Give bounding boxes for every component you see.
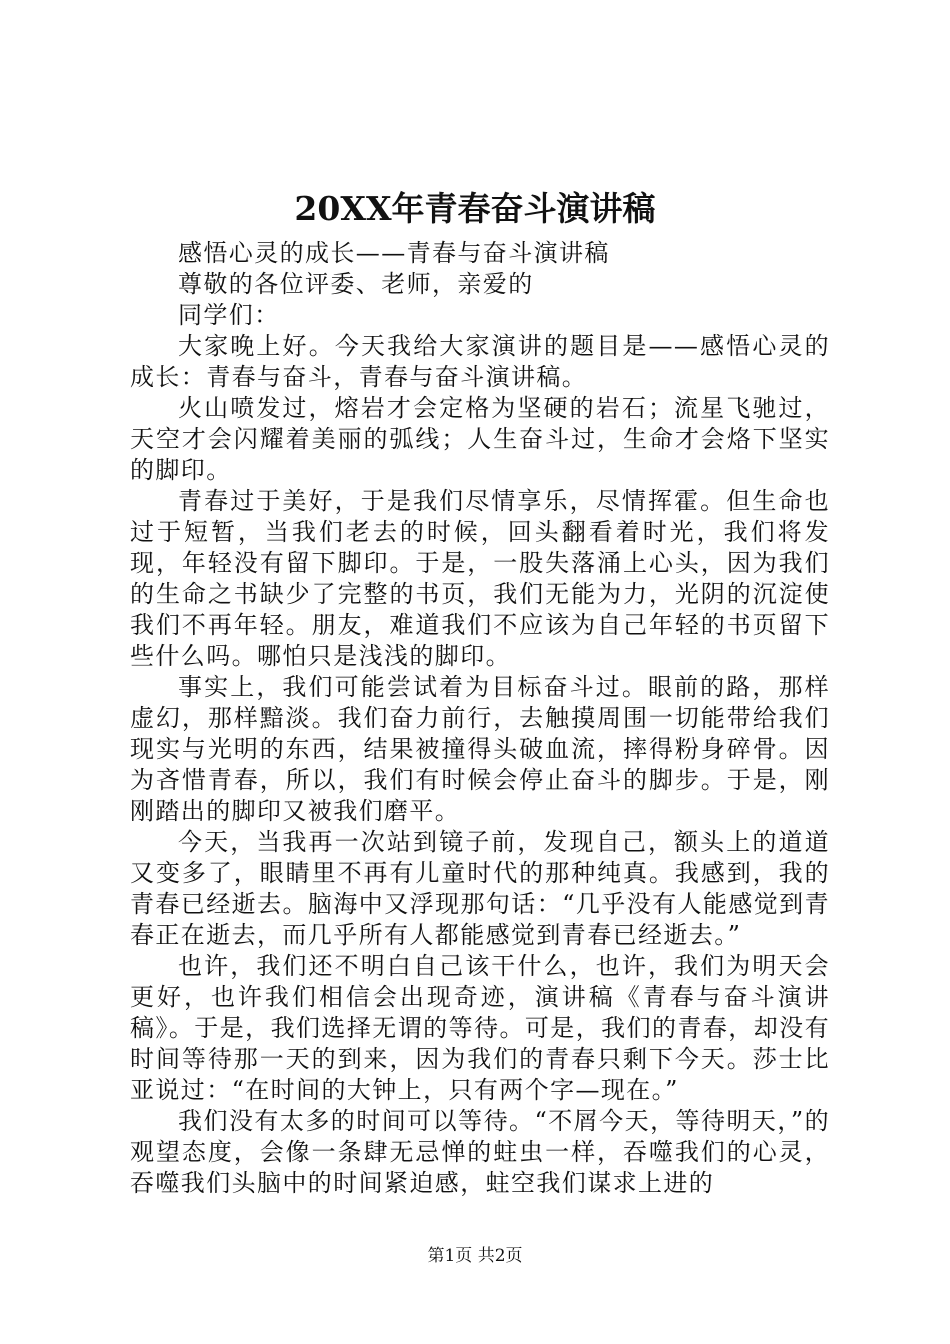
paragraph: 感悟心灵的成长——青春与奋斗演讲稿 — [178, 239, 610, 267]
paragraph: 尊敬的各位评委、老师，亲爱的 — [178, 270, 534, 298]
paragraph: 青春过于美好，于是我们尽情享乐，尽情挥霍。但生命也过于短暂，当我们老去的时候，回头翻看着时光，我们将发现，年轻没有留下脚印。于是，一股失落涌上心头，因为我们的生命之书缺少了完整的书页，我们无能为力，光阴的沉淀使我们不再年轻。朋友，难道我们不应该为自己年轻的书页留下些什么吗。哪怕只是浅浅的脚印。 — [130, 487, 830, 670]
page-footer: 第1页 共2页 — [427, 1246, 523, 1266]
paragraph: 事实上，我们可能尝试着为目标奋斗过。眼前的路，那样虚幻，那样黯淡。我们奋力前行，去触摸周围一切能带给我们现实与光明的东西，结果被撞得头破血流，摔得粉身碎骨。因为吝惜青春，所以，我们有时候会停止奋斗的脚步。于是，刚刚踏出的脚印又被我们磨平。 — [130, 673, 830, 825]
paragraph: 火山喷发过，熔岩才会定格为坚硬的岩石；流星飞驰过，天空才会闪耀着美丽的弧线；人生奋斗过，生命才会烙下坚实的脚印。 — [130, 394, 830, 484]
paragraph: 今天，当我再一次站到镜子前，发现自己，额头上的道道又变多了，眼睛里不再有儿童时代的那种纯真。我感到，我的青春已经逝去。脑海中又浮现那句话：“几乎没有人能感觉到青春正在逝去，而几乎所有人都能感觉到青春已经逝去。” — [130, 828, 830, 949]
document-body — [130, 238, 830, 1199]
paragraph: 同学们： — [178, 301, 280, 329]
paragraph: 也许，我们还不明白自己该干什么，也许，我们为明天会更好，也许我们相信会出现奇迹，演讲稿《青春与奋斗演讲稿》。于是，我们选择无谓的等待。可是，我们的青春，却没有时间等待那一天的到来，因为我们的青春只剩下今天。莎士比亚说过：“在时间的大钟上，只有两个字—现在。” — [130, 952, 830, 1104]
document-title: 20XX年青春奋斗演讲稿 — [294, 189, 656, 228]
paragraph: 我们没有太多的时间可以等待。“不屑今天，等待明天，”的观望态度，会像一条肆无忌惮的蛀虫一样，吞噬我们的心灵，吞噬我们头脑中的时间紧迫感，蛀空我们谋求上进的 — [130, 1107, 830, 1197]
paragraph: 大家晚上好。今天我给大家演讲的题目是——感悟心灵的成长：青春与奋斗，青春与奋斗演讲稿。 — [130, 332, 830, 391]
